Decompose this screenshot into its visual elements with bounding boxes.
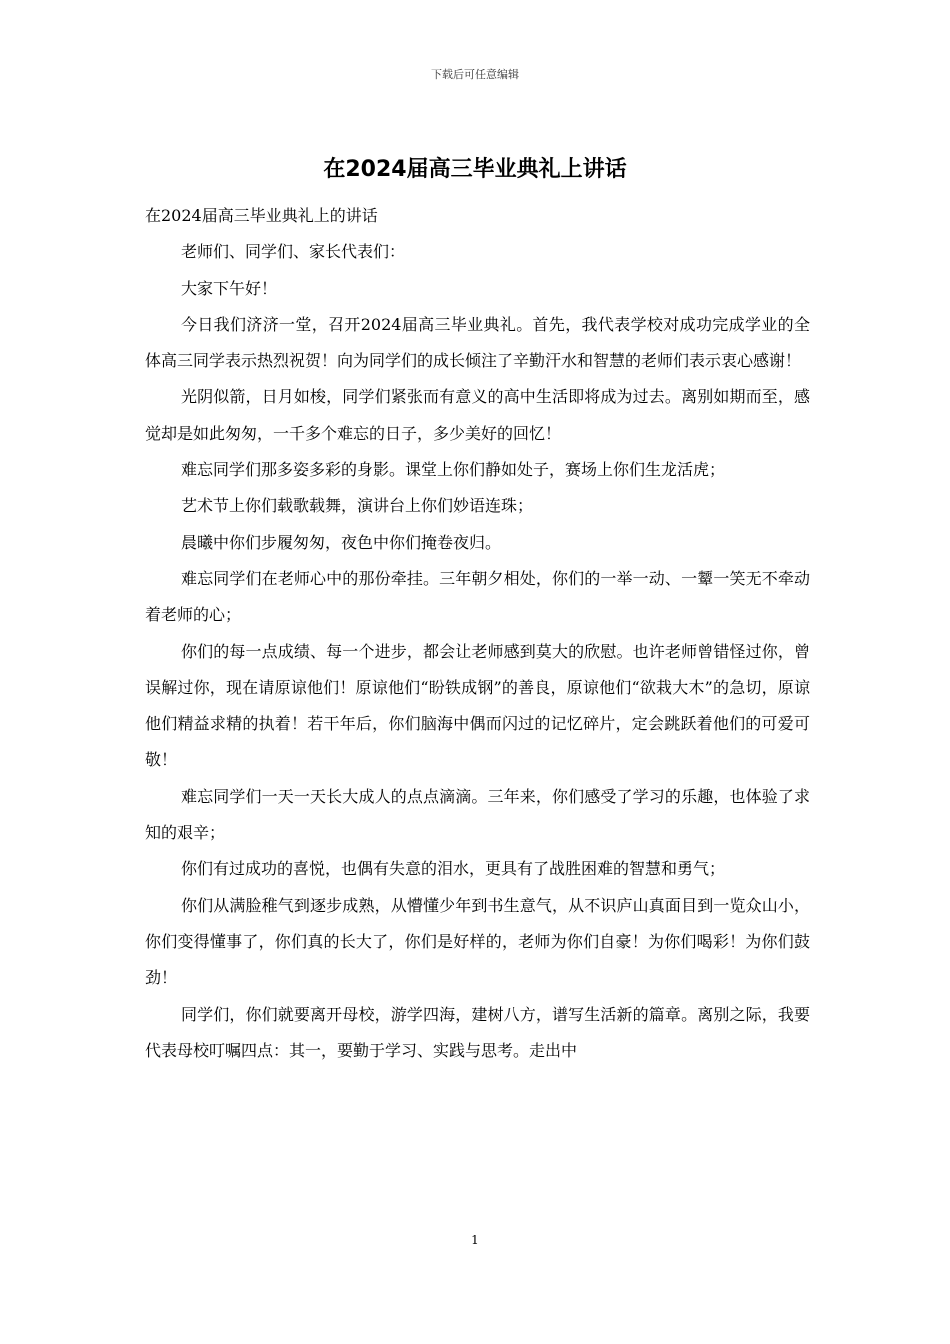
paragraph: 光阴似箭，日月如梭，同学们紧张而有意义的高中生活即将成为过去。离别如期而至，感觉却是如此匆匆，一千多个难忘的日子，多少美好的回忆！ — [145, 387, 810, 443]
paragraph: 难忘同学们一天一天长大成人的点点滴滴。三年来，你们感受了学习的乐趣，也体验了求知的艰辛； — [145, 786, 810, 843]
header-note: 下载后可任意编辑 — [431, 68, 519, 81]
paragraph: 难忘同学们那多姿多彩的身影。课堂上你们静如处子，赛场上你们生龙活虎； — [181, 460, 726, 480]
paragraph-salutation: 老师们、同学们、家长代表们： — [181, 242, 406, 262]
paragraph: 晨曦中你们步履匆匆，夜色中你们掩卷夜归。 — [181, 532, 502, 552]
paragraph: 艺术节上你们载歌载舞，演讲台上你们妙语连珠； — [181, 496, 534, 516]
paragraph: 你们有过成功的喜悦，也偶有失意的泪水，更具有了战胜困难的智慧和勇气； — [181, 859, 726, 879]
document-title: 在2024届高三毕业典礼上讲话 — [323, 157, 627, 182]
paragraph: 同学们，你们就要离开母校，游学四海，建树八方，谱写生活新的篇章。离别之际，我要代表母校叮嘱四点：其一，要勤于学习、实践与思考。走出中 — [145, 1004, 810, 1060]
paragraph: 你们从满脸稚气到逐步成熟，从懵懂少年到书生意气，从不识庐山真面目到一览众山小，你们变得懂事了，你们真的长大了，你们是好样的，老师为你们自豪！为你们喝彩！为你们鼓劲！ — [145, 895, 810, 988]
page-number: 1 — [471, 1233, 479, 1247]
paragraph: 难忘同学们在老师心中的那份牵挂。三年朝夕相处，你们的一举一动、一颦一笑无不牵动着老师的心； — [145, 568, 810, 625]
paragraph: 今日我们济济一堂，召开2024届高三毕业典礼。首先，我代表学校对成功完成学业的全体高三同学表示热烈祝贺！向为同学们的成长倾注了辛勤汗水和智慧的老师们表示衷心感谢！ — [145, 314, 810, 371]
document-body — [145, 198, 810, 1069]
paragraph-greeting: 大家下午好！ — [181, 278, 278, 298]
subtitle-line: 在2024届高三毕业典礼上的讲话 — [145, 206, 378, 225]
paragraph: 你们的每一点成绩、每一个进步，都会让老师感到莫大的欣慰。也许老师曾错怪过你，曾误解过你，现在请原谅他们！原谅他们“盼铁成钢”的善良，原谅他们“欲栽大木”的急切，原谅他们精益求精的执着！若干年后，你们脑海中偶而闪过的记忆碎片，定会跳跃着他们的可爱可敬！ — [145, 641, 810, 770]
